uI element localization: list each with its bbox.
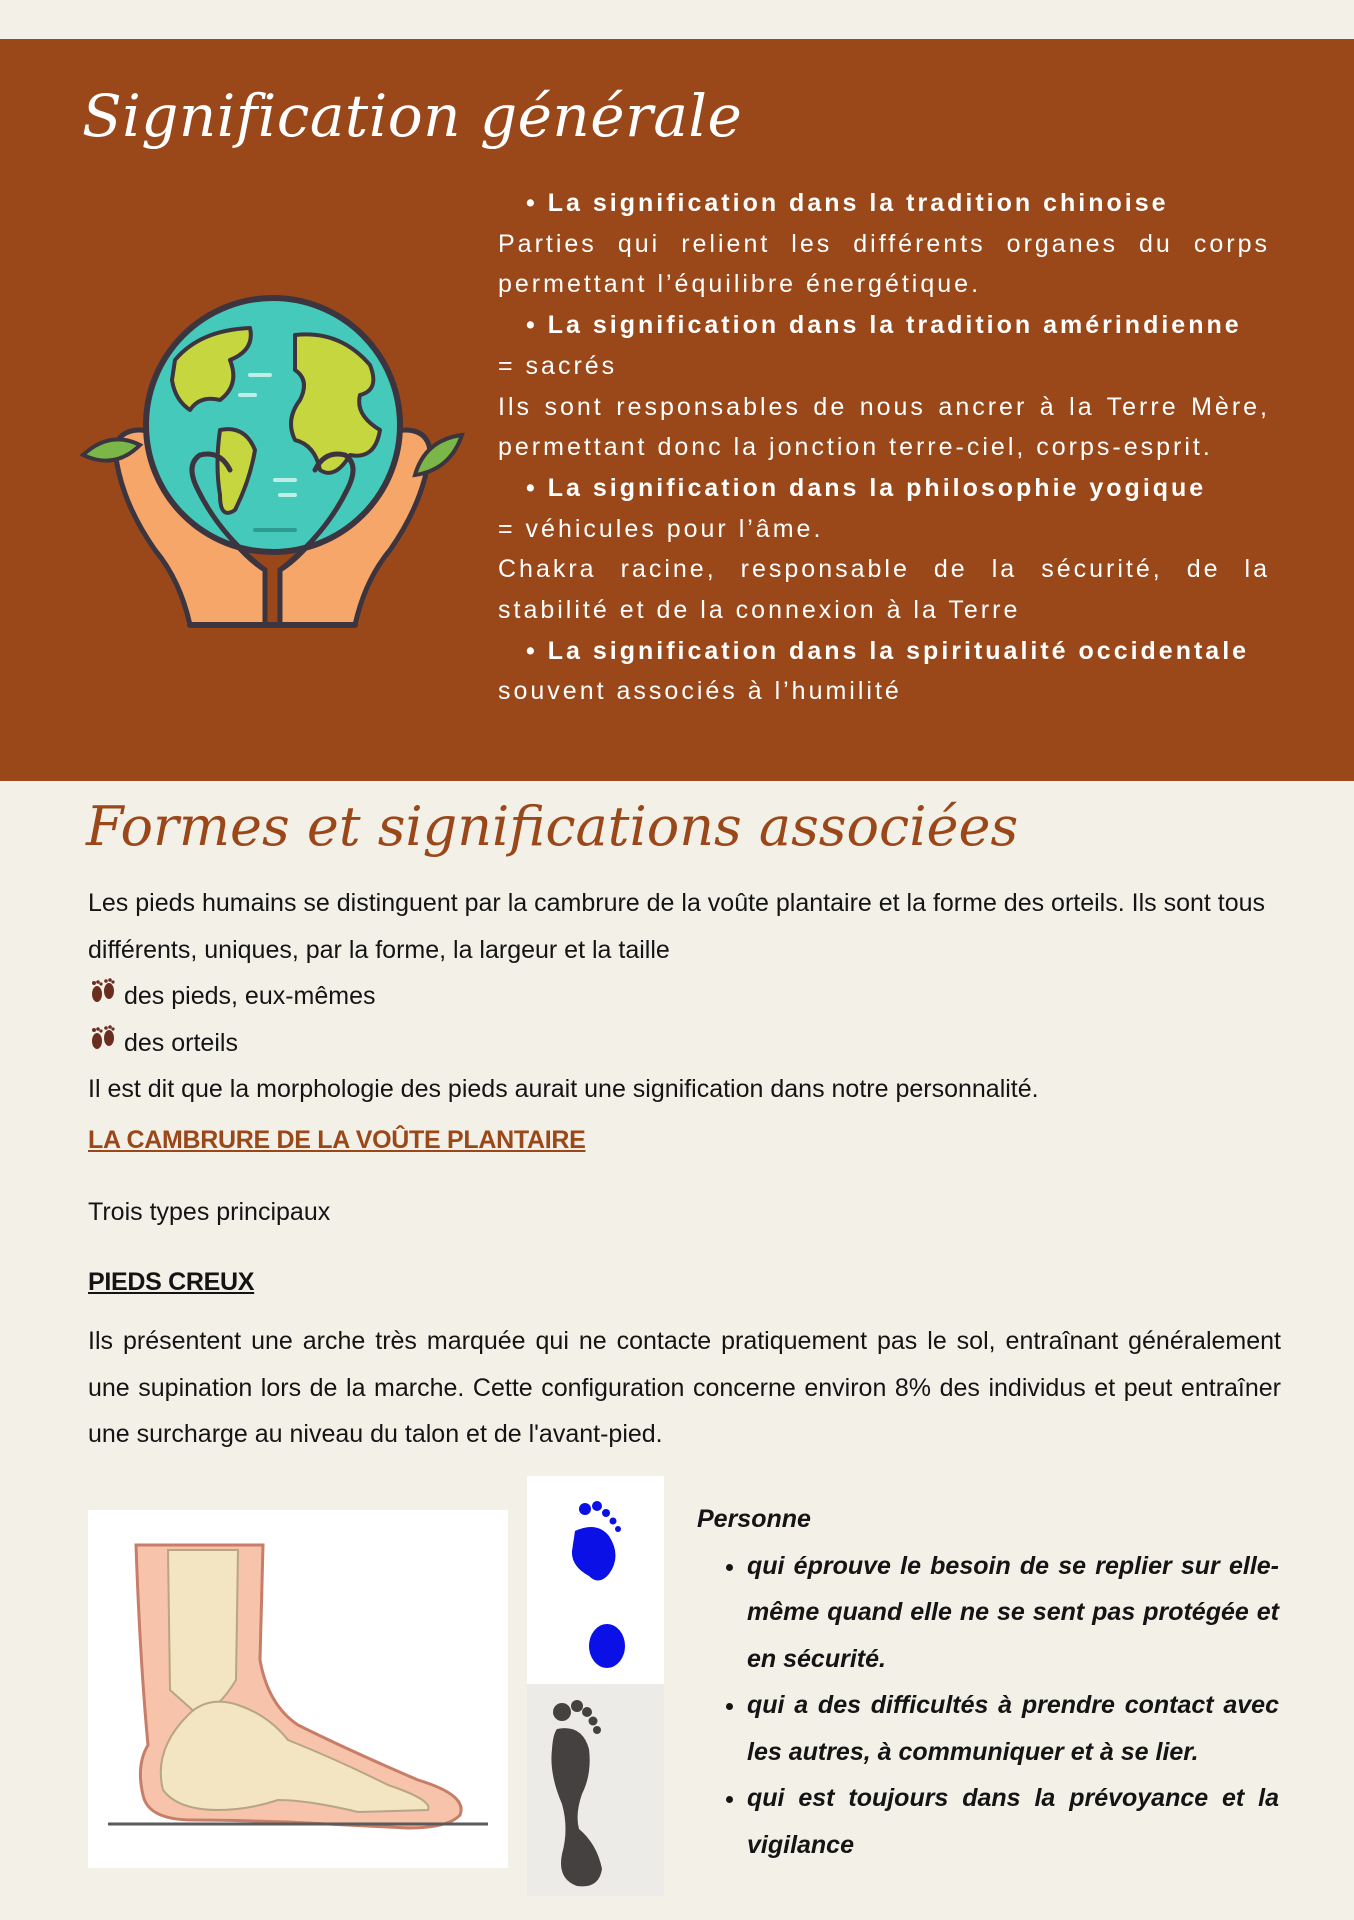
- intro-block: [88, 880, 1281, 1113]
- tradition-text-amerindian-1: = sacrés: [498, 351, 618, 380]
- tradition-heading-chinese: • La signification dans la tradition chinoise: [498, 183, 1270, 224]
- type-description: Ils présentent une arche très marquée qui ne contacte pratiquement pas le sol, entraînant généralement une supination lors de la marche. Cette configuration concerne environ 8% des individus et peut entraîner une surcharge au niveau du talon et de l'avant-pied.: [88, 1327, 1281, 1448]
- banner-title: Signification générale: [82, 82, 743, 150]
- list-item-text: des orteils: [124, 1028, 238, 1057]
- person-trait: • qui a des difficultés à prendre contact avec les autres, à communiquer et à se lier.: [747, 1682, 1279, 1775]
- list-item: [88, 1020, 1281, 1067]
- person-trait: • qui éprouve le besoin de se replier sur elle-même quand elle ne se sent pas protégée et en sécurité.: [747, 1543, 1279, 1683]
- person-traits-list: [697, 1543, 1279, 1869]
- tradition-text-yogic-1: = véhicules pour l’âme.: [498, 514, 824, 543]
- tradition-text-amerindian-2: Ils sont responsables de nous ancrer à la Terre Mère, permettant donc la jonction terre-ciel, corps-esprit.: [498, 392, 1270, 462]
- tradition-heading-western: • La signification dans la spiritualité occidentale: [498, 631, 1270, 672]
- traditions-list: [498, 183, 1270, 712]
- person-traits-block: [697, 1496, 1279, 1868]
- subheading-arch: LA CAMBRURE DE LA VOÛTE PLANTAIRE: [88, 1126, 586, 1154]
- high-arch-foot-illustration: [88, 1510, 508, 1868]
- tradition-text-western: souvent associés à l’humilité: [498, 677, 902, 706]
- person-trait: • qui est toujours dans la prévoyance et la vigilance: [747, 1775, 1279, 1868]
- footprints-icon: [88, 1025, 118, 1055]
- list-item-text: des pieds, eux-mêmes: [124, 982, 376, 1010]
- normal-footprint-icon: [527, 1684, 664, 1896]
- tradition-text-yogic-2: Chakra racine, responsable de la sécurité, de la stabilité et de la connexion à la Terre: [498, 555, 1270, 625]
- type-description-block: [88, 1318, 1281, 1458]
- tradition-text-chinese: Parties qui relient les différents organes du corps permettant l’équilibre énergétique.: [498, 229, 1270, 299]
- tradition-heading-yogic: • La signification dans la philosophie yogique: [498, 468, 1270, 509]
- footprints-icon: [88, 978, 118, 1008]
- type-heading: PIEDS CREUX: [88, 1268, 255, 1296]
- globe-in-hands-icon: [80, 280, 465, 635]
- person-label: Personne: [697, 1505, 811, 1533]
- list-item: [88, 973, 1281, 1020]
- tradition-heading-amerindian: • La signification dans la tradition amérindienne: [498, 305, 1270, 346]
- morphology-text: Il est dit que la morphologie des pieds aurait une signification dans notre personnalité.: [88, 1075, 1039, 1103]
- high-arch-footprint-icon: [527, 1476, 664, 1684]
- section-title: Formes et significations associées: [86, 795, 1019, 858]
- types-label: Trois types principaux: [88, 1198, 331, 1226]
- intro-text: Les pieds humains se distinguent par la cambrure de la voûte plantaire et la forme des orteils. Ils sont tous différents, uniques, par la forme, la largeur et la taille: [88, 889, 1266, 964]
